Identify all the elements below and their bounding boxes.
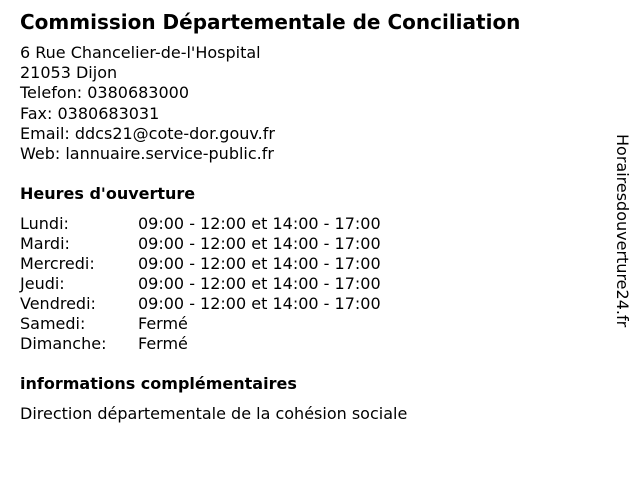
time-value: Fermé	[138, 334, 188, 353]
day-label: Samedi:	[20, 314, 86, 333]
additional-info-heading: informations complémentaires	[20, 374, 297, 393]
address-street: 6 Rue Chancelier-de-l'Hospital	[20, 43, 261, 62]
site-watermark: Horairesdouverture24.fr	[613, 134, 632, 328]
day-label: Mercredi:	[20, 254, 95, 273]
day-label: Mardi:	[20, 234, 70, 253]
email-address: Email: ddcs21@cote-dor.gouv.fr	[20, 123, 275, 143]
time-value: 09:00 - 12:00 et 14:00 - 17:00	[138, 214, 381, 233]
fax-number: Fax: 0380683031	[20, 103, 160, 123]
page-title: Commission Départementale de Conciliation	[20, 10, 521, 34]
phone-number: Telefon: 0380683000	[20, 83, 190, 103]
day-label: Dimanche:	[20, 334, 107, 353]
day-label: Lundi:	[20, 214, 69, 233]
time-value: 09:00 - 12:00 et 14:00 - 17:00	[138, 294, 381, 313]
time-value: 09:00 - 12:00 et 14:00 - 17:00	[138, 274, 381, 293]
additional-info-text: Direction départementale de la cohésion sociale	[20, 404, 408, 423]
time-value: 09:00 - 12:00 et 14:00 - 17:00	[138, 234, 381, 253]
opening-hours-heading: Heures d'ouverture	[20, 184, 196, 203]
time-value: 09:00 - 12:00 et 14:00 - 17:00	[138, 254, 381, 273]
address-city: 21053 Dijon	[20, 63, 118, 83]
time-value: Fermé	[138, 314, 188, 333]
day-label: Vendredi:	[20, 294, 96, 313]
contact-block	[20, 43, 275, 164]
website: Web: lannuaire.service-public.fr	[20, 143, 274, 163]
day-label: Jeudi:	[20, 274, 65, 293]
